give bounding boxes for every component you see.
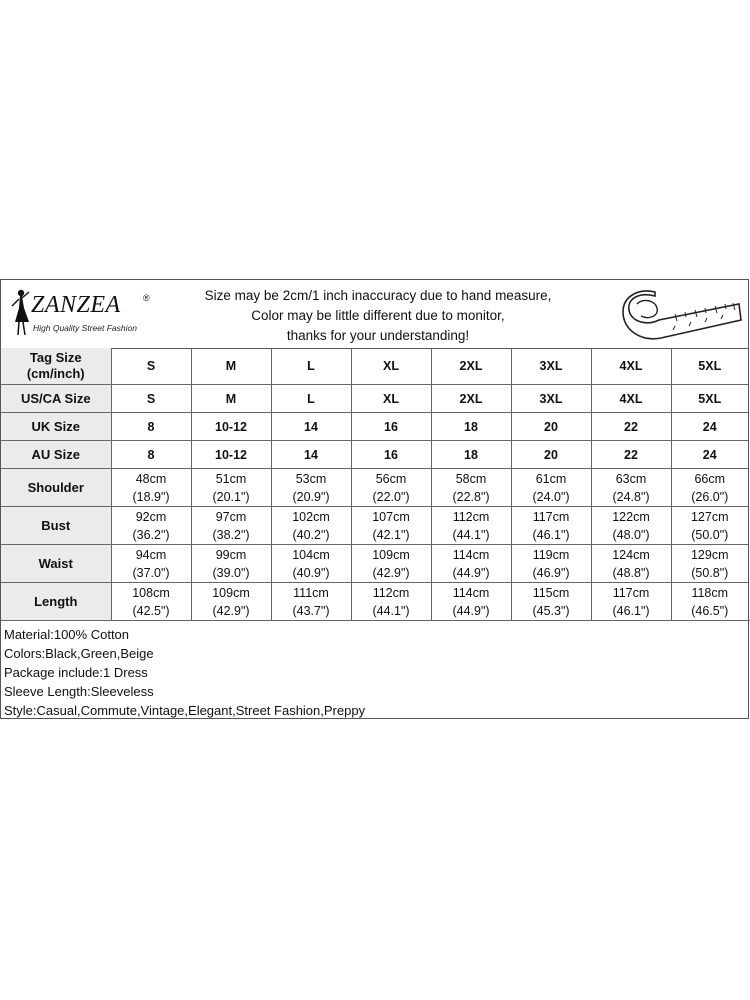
inch-value: (24.0") bbox=[532, 489, 570, 504]
size-cell: 8 bbox=[111, 413, 191, 441]
row-label: Shoulder bbox=[1, 469, 111, 507]
size-cell: M bbox=[191, 385, 271, 413]
measurement-cell bbox=[111, 469, 191, 507]
inch-value: (48.0") bbox=[612, 527, 650, 542]
measurement-cell bbox=[271, 545, 351, 583]
row-label: UK Size bbox=[1, 413, 111, 441]
size-cell: 14 bbox=[271, 441, 351, 469]
cm-value: 107cm bbox=[372, 509, 410, 524]
tag-size-row bbox=[1, 348, 748, 385]
cm-value: 119cm bbox=[532, 547, 570, 562]
inch-value: (50.0") bbox=[691, 527, 729, 542]
notice-line: thanks for your understanding! bbox=[286, 328, 470, 343]
cm-value: 53cm bbox=[295, 471, 327, 486]
size-chart bbox=[0, 279, 749, 719]
size-cell: 18 bbox=[431, 413, 511, 441]
inch-value: (44.9") bbox=[452, 603, 490, 618]
row-label: Bust bbox=[1, 507, 111, 545]
cm-value: 127cm bbox=[690, 509, 729, 524]
cm-value: 92cm bbox=[135, 509, 167, 524]
cm-value: 112cm bbox=[372, 585, 410, 600]
cm-value: 102cm bbox=[292, 509, 330, 524]
inch-value: (46.1") bbox=[612, 603, 650, 618]
measurement-row bbox=[1, 545, 748, 583]
cm-value: 109cm bbox=[372, 547, 410, 562]
chart-header bbox=[1, 280, 748, 349]
cm-value: 114cm bbox=[452, 547, 490, 562]
size-cell: 16 bbox=[351, 441, 431, 469]
unit-label: (cm/inch) bbox=[26, 366, 85, 381]
size-table bbox=[1, 348, 748, 621]
inch-value: (22.0") bbox=[372, 489, 410, 504]
size-cell: 14 bbox=[271, 413, 351, 441]
measurement-cell bbox=[111, 507, 191, 545]
measurement-cell bbox=[511, 545, 591, 583]
measurement-cell bbox=[351, 583, 431, 621]
measurement-cell bbox=[111, 583, 191, 621]
measuring-tape-icon bbox=[615, 286, 745, 344]
cm-value: 118cm bbox=[691, 585, 729, 600]
inch-value: (42.1") bbox=[372, 527, 410, 542]
cm-value: 66cm bbox=[694, 471, 726, 486]
inch-value: (26.0") bbox=[691, 489, 729, 504]
measurement-cell bbox=[591, 583, 671, 621]
spec-line: Package include:1 Dress bbox=[4, 665, 148, 680]
cm-value: 97cm bbox=[215, 509, 247, 524]
measurement-row bbox=[1, 507, 748, 545]
size-row bbox=[1, 413, 748, 441]
inch-value: (44.1") bbox=[452, 527, 490, 542]
spec-line: Colors:Black,Green,Beige bbox=[4, 646, 154, 661]
measurement-row bbox=[1, 583, 748, 621]
row-label: Waist bbox=[1, 545, 111, 583]
cm-value: 109cm bbox=[212, 585, 250, 600]
measurement-cell bbox=[271, 469, 351, 507]
inch-value: (39.0") bbox=[212, 565, 250, 580]
measurement-cell bbox=[191, 469, 271, 507]
cm-value: 51cm bbox=[215, 471, 247, 486]
spec-line: Material:100% Cotton bbox=[4, 627, 130, 642]
tag-size-cell: L bbox=[271, 348, 351, 385]
cm-value: 108cm bbox=[132, 585, 170, 600]
measurement-cell bbox=[351, 545, 431, 583]
measurement-cell bbox=[191, 583, 271, 621]
inch-value: (40.2") bbox=[292, 527, 330, 542]
size-cell: 24 bbox=[671, 413, 748, 441]
inch-value: (46.5") bbox=[691, 603, 729, 618]
brand-name: ZANZEA bbox=[31, 292, 121, 318]
cm-value: 99cm bbox=[215, 547, 247, 562]
inch-value: (44.9") bbox=[452, 565, 490, 580]
cm-value: 124cm bbox=[612, 547, 650, 562]
inch-value: (42.5") bbox=[132, 603, 170, 618]
measurement-cell bbox=[111, 545, 191, 583]
notice-line: Color may be little different due to monitor, bbox=[251, 308, 505, 323]
measurement-cell bbox=[431, 507, 511, 545]
cm-value: 117cm bbox=[532, 509, 570, 524]
spec-line: Style:Casual,Commute,Vintage,Elegant,Street Fashion,Preppy bbox=[4, 703, 366, 718]
product-specs bbox=[1, 620, 750, 720]
size-cell: L bbox=[271, 385, 351, 413]
tag-size-cell: S bbox=[111, 348, 191, 385]
inch-value: (37.0") bbox=[132, 565, 170, 580]
inch-value: (36.2") bbox=[132, 527, 170, 542]
cm-value: 94cm bbox=[135, 547, 167, 562]
cm-value: 112cm bbox=[452, 509, 490, 524]
size-cell: 3XL bbox=[511, 385, 591, 413]
measurement-cell bbox=[431, 583, 511, 621]
inch-value: (18.9") bbox=[132, 489, 170, 504]
measurement-cell bbox=[591, 469, 671, 507]
measurement-cell bbox=[671, 583, 748, 621]
size-notice bbox=[171, 286, 585, 346]
tag-size-cell: M bbox=[191, 348, 271, 385]
spec-line: Sleeve Length:Sleeveless bbox=[4, 684, 154, 699]
inch-value: (42.9") bbox=[212, 603, 250, 618]
cm-value: 122cm bbox=[612, 509, 650, 524]
size-cell: 24 bbox=[671, 441, 748, 469]
measurement-row bbox=[1, 469, 748, 507]
measurement-cell bbox=[431, 469, 511, 507]
measurement-cell bbox=[271, 507, 351, 545]
row-label bbox=[1, 348, 111, 385]
size-cell: 22 bbox=[591, 413, 671, 441]
measurement-cell bbox=[431, 545, 511, 583]
inch-value: (20.1") bbox=[212, 489, 250, 504]
notice-line: Size may be 2cm/1 inch inaccuracy due to hand measure, bbox=[204, 288, 552, 303]
inch-value: (45.3") bbox=[532, 603, 570, 618]
cm-value: 48cm bbox=[135, 471, 167, 486]
measurement-cell bbox=[671, 507, 748, 545]
size-cell: XL bbox=[351, 385, 431, 413]
measurement-cell bbox=[271, 583, 351, 621]
size-cell: 5XL bbox=[671, 385, 748, 413]
inch-value: (24.8") bbox=[612, 489, 650, 504]
size-cell: 2XL bbox=[431, 385, 511, 413]
tag-size-label: Tag Size bbox=[29, 350, 82, 365]
size-cell: 20 bbox=[511, 441, 591, 469]
measurement-cell bbox=[511, 507, 591, 545]
measurement-cell bbox=[191, 545, 271, 583]
tag-size-cell: 5XL bbox=[671, 348, 748, 385]
measurement-cell bbox=[591, 507, 671, 545]
measurement-cell bbox=[671, 469, 748, 507]
measurement-cell bbox=[191, 507, 271, 545]
measurement-cell bbox=[591, 545, 671, 583]
row-label: Length bbox=[1, 583, 111, 621]
measurement-cell bbox=[351, 507, 431, 545]
size-cell: 16 bbox=[351, 413, 431, 441]
size-cell: 4XL bbox=[591, 385, 671, 413]
cm-value: 117cm bbox=[612, 585, 650, 600]
brand-logo bbox=[5, 286, 165, 342]
measurement-cell bbox=[511, 469, 591, 507]
measurement-cell bbox=[671, 545, 748, 583]
size-cell: 20 bbox=[511, 413, 591, 441]
tag-size-cell: 4XL bbox=[591, 348, 671, 385]
cm-value: 115cm bbox=[532, 585, 570, 600]
inch-value: (43.7") bbox=[292, 603, 330, 618]
measurement-cell bbox=[351, 469, 431, 507]
inch-value: (46.1") bbox=[532, 527, 570, 542]
cm-value: 58cm bbox=[455, 471, 487, 486]
size-cell: S bbox=[111, 385, 191, 413]
tag-size-cell: 3XL bbox=[511, 348, 591, 385]
measurement-cell bbox=[511, 583, 591, 621]
size-row bbox=[1, 385, 748, 413]
brand-tagline: High Quality Street Fashion bbox=[33, 323, 137, 333]
cm-value: 114cm bbox=[452, 585, 490, 600]
inch-value: (44.1") bbox=[372, 603, 410, 618]
cm-value: 111cm bbox=[293, 585, 329, 600]
row-label: US/CA Size bbox=[1, 385, 111, 413]
inch-value: (20.9") bbox=[292, 489, 330, 504]
cm-value: 56cm bbox=[375, 471, 407, 486]
cm-value: 63cm bbox=[615, 471, 647, 486]
size-row bbox=[1, 441, 748, 469]
size-cell: 8 bbox=[111, 441, 191, 469]
registered-mark: ® bbox=[143, 293, 150, 303]
size-cell: 10-12 bbox=[191, 441, 271, 469]
inch-value: (46.9") bbox=[532, 565, 570, 580]
row-label: AU Size bbox=[1, 441, 111, 469]
size-cell: 18 bbox=[431, 441, 511, 469]
fashion-woman-icon bbox=[7, 288, 33, 338]
inch-value: (22.8") bbox=[452, 489, 490, 504]
size-cell: 22 bbox=[591, 441, 671, 469]
inch-value: (40.9") bbox=[292, 565, 330, 580]
cm-value: 61cm bbox=[535, 471, 567, 486]
tag-size-cell: 2XL bbox=[431, 348, 511, 385]
inch-value: (38.2") bbox=[212, 527, 250, 542]
inch-value: (42.9") bbox=[372, 565, 410, 580]
tag-size-cell: XL bbox=[351, 348, 431, 385]
inch-value: (50.8") bbox=[691, 565, 729, 580]
inch-value: (48.8") bbox=[612, 565, 650, 580]
size-cell: 10-12 bbox=[191, 413, 271, 441]
cm-value: 129cm bbox=[690, 547, 729, 562]
cm-value: 104cm bbox=[292, 547, 330, 562]
